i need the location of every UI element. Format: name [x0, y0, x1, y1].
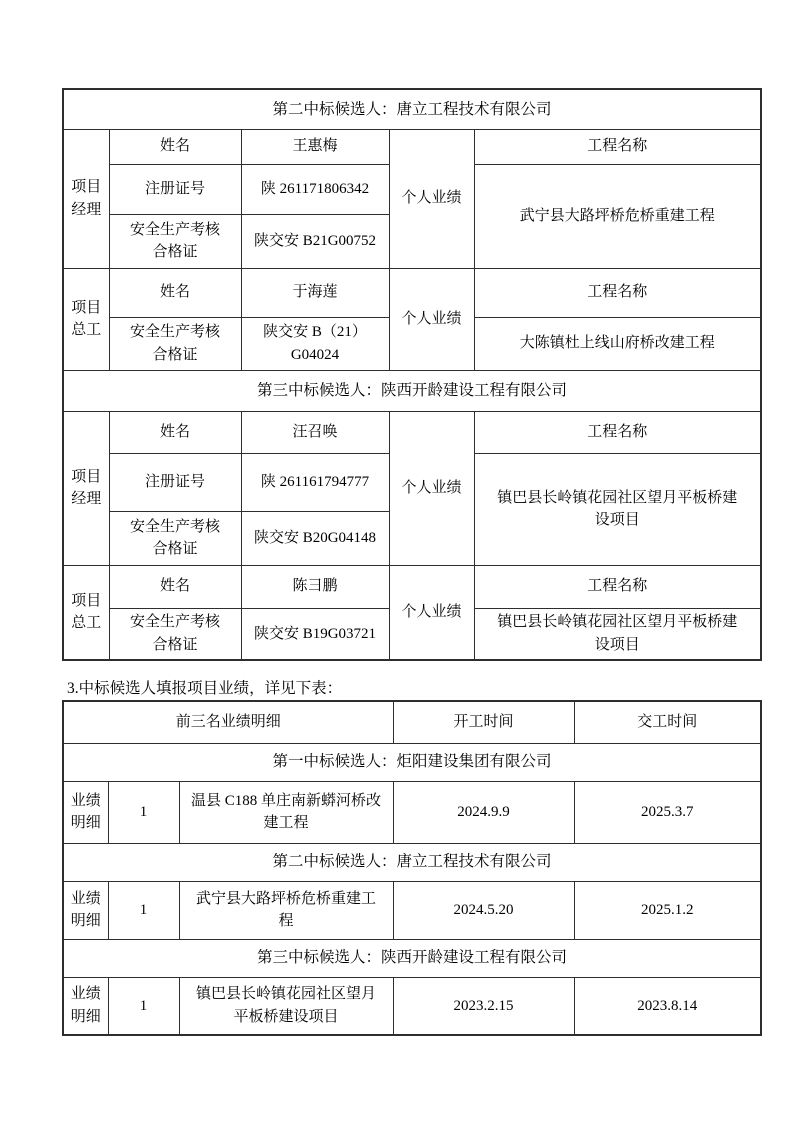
completion-date-value: 2025.3.7: [574, 781, 761, 843]
safety-cert-value: 陕交安 B21G00752: [241, 214, 389, 268]
performance-detail-label: 业绩明细: [63, 781, 108, 843]
table-row: [63, 565, 761, 608]
start-date-value: 2023.2.15: [393, 977, 574, 1035]
regno-value: 陕 261171806342: [241, 164, 389, 214]
first-candidate-header: 第一中标候选人：炬阳建设集团有限公司: [63, 743, 761, 781]
start-date-value: 2024.9.9: [393, 781, 574, 843]
regno-label: 注册证号: [109, 453, 241, 511]
safety-cert-label: [109, 214, 241, 268]
name-value: 于海莲: [241, 268, 389, 317]
start-date-value: 2024.5.20: [393, 881, 574, 939]
safety-cert-value: 陕交安 B19G03721: [241, 608, 389, 660]
project-name-value: 温县 C188 单庄南新蟒河桥改建工程: [179, 781, 393, 843]
table-row: [63, 411, 761, 453]
table-row: [63, 268, 761, 317]
regno-label: 注册证号: [109, 164, 241, 214]
row-index: 1: [108, 881, 179, 939]
safety-cert-label: [109, 608, 241, 660]
project-name-header: 工程名称: [474, 565, 761, 608]
project-name-value: 武宁县大路坪桥危桥重建工程: [179, 881, 393, 939]
personal-performance-label: 个人业绩: [389, 129, 474, 268]
role-cell: 项目总工: [63, 565, 109, 660]
project-name-value: 武宁县大路坪桥危桥重建工程: [474, 164, 761, 268]
table-row: [63, 781, 761, 843]
project-name-header: 工程名称: [474, 268, 761, 317]
name-value: 王惠梅: [241, 129, 389, 164]
second-candidate-header: 第二中标候选人：唐立工程技术有限公司: [63, 843, 761, 881]
role-cell: 项目总工: [63, 268, 109, 370]
safety-cert-label-text: 安全生产考核合格证: [129, 221, 220, 260]
row-index: 1: [108, 781, 179, 843]
name-label: 姓名: [109, 411, 241, 453]
completion-date-value: 2023.8.14: [574, 977, 761, 1035]
table-row: [63, 370, 761, 411]
table-row: [63, 843, 761, 881]
table-row: [63, 939, 761, 977]
role-cell: 项目经理: [63, 129, 109, 268]
name-value: 汪召唤: [241, 411, 389, 453]
safety-cert-label-text: 安全生产考核合格证: [129, 324, 220, 363]
third-candidate-header: 第三中标候选人：陕西开龄建设工程有限公司: [63, 939, 761, 977]
project-name-value: 镇巴县长岭镇花园社区望月平板桥建设项目: [179, 977, 393, 1035]
name-value: 陈彐鹏: [241, 565, 389, 608]
table-row: [63, 881, 761, 939]
project-name-header: 工程名称: [474, 411, 761, 453]
safety-cert-value: 陕交安 B20G04148: [241, 511, 389, 565]
project-name-value: 镇巴县长岭镇花园社区望月平板桥建设项目: [474, 453, 761, 565]
completion-date-header: 交工时间: [574, 701, 761, 743]
candidates-detail-table: [62, 88, 762, 661]
table-row: [63, 701, 761, 743]
role-cell: 项目经理: [63, 411, 109, 565]
name-label: 姓名: [109, 129, 241, 164]
safety-cert-label-text: 安全生产考核合格证: [129, 518, 220, 557]
safety-cert-label-text: 安全生产考核合格证: [129, 614, 220, 653]
name-label: 姓名: [109, 268, 241, 317]
project-name-value: 大陈镇杜上线山府桥改建工程: [474, 317, 761, 370]
table-row: [63, 129, 761, 164]
regno-value: 陕 261161794777: [241, 453, 389, 511]
row-index: 1: [108, 977, 179, 1035]
performance-table: [62, 700, 762, 1036]
performance-detail-label: 业绩明细: [63, 881, 108, 939]
safety-cert-value: 陕交安 B（21）G04024: [241, 317, 389, 370]
project-name-value: 镇巴县长岭镇花园社区望月平板桥建设项目: [474, 608, 761, 660]
start-date-header: 开工时间: [393, 701, 574, 743]
personal-performance-label: 个人业绩: [389, 268, 474, 370]
third-candidate-header: 第三中标候选人：陕西开龄建设工程有限公司: [63, 370, 761, 411]
table-row: [63, 89, 761, 129]
second-candidate-header: 第二中标候选人：唐立工程技术有限公司: [63, 89, 761, 129]
safety-cert-label: [109, 511, 241, 565]
personal-performance-label: 个人业绩: [389, 411, 474, 565]
personal-performance-label: 个人业绩: [389, 565, 474, 660]
performance-detail-label: 业绩明细: [63, 977, 108, 1035]
section3-note: 3.中标候选人填报项目业绩，详见下表：: [67, 680, 343, 697]
name-label: 姓名: [109, 565, 241, 608]
top3-header: 前三名业绩明细: [63, 701, 393, 743]
project-name-header: 工程名称: [474, 129, 761, 164]
completion-date-value: 2025.1.2: [574, 881, 761, 939]
table-row: [63, 977, 761, 1035]
safety-cert-label: [109, 317, 241, 370]
table-row: [63, 743, 761, 781]
